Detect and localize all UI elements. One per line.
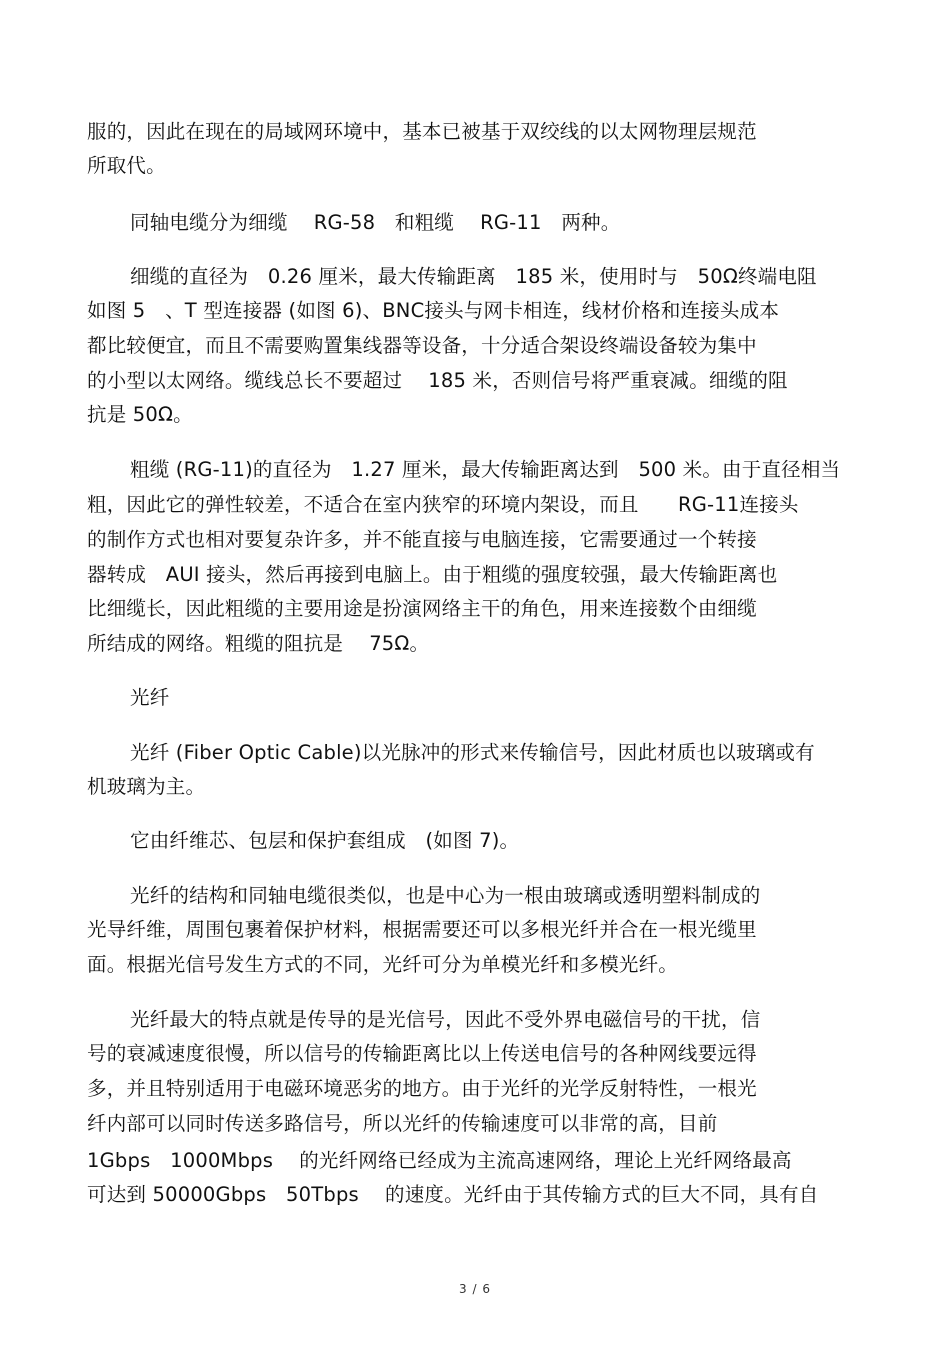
text-line: 所取代。 [87, 154, 166, 177]
page-number: 3 / 6 [459, 1282, 491, 1296]
text-line: 都比较便宜，而且不需要购置集线器等设备，十分适合架设终端设备较为集中 [87, 334, 757, 357]
text-line: 面。根据光信号发生方式的不同，光纤可分为单模光纤和多模光纤。 [87, 953, 679, 976]
text-line: 同轴电缆分为细缆 RG-58 和粗缆 RG-11 两种。 [130, 211, 621, 234]
text-line: 它由纤维芯、包层和保护套组成 (如图 7)。 [130, 829, 520, 852]
text-line: 光纤的结构和同轴电缆很类似，也是中心为一根由玻璃或透明塑料制成的 [130, 884, 761, 907]
text-line: 可达到 50000Gbps 50Tbps 的速度。光纤由于其传输方式的巨大不同，具有自 [87, 1183, 819, 1206]
text-line: 光纤 (Fiber Optic Cable)以光脉冲的形式来传输信号，因此材质也以玻璃或有 [130, 741, 815, 764]
text-line: 抗是 50Ω。 [87, 403, 193, 426]
text-line: 纤内部可以同时传送多路信号，所以光纤的传输速度可以非常的高，目前 [87, 1112, 718, 1135]
text-line: 光导纤维，周围包裹着保护材料，根据需要还可以多根光纤并合在一根光缆里 [87, 918, 757, 941]
text-line: 机玻璃为主。 [87, 775, 206, 798]
text-line: 1Gbps 1000Mbps 的光纤网络已经成为主流高速网络，理论上光纤网络最高 [87, 1149, 792, 1172]
text-line: 的制作方式也相对要复杂许多，并不能直接与电脑连接，它需要通过一个转接 [87, 528, 757, 551]
text-line: 号的衰减速度很慢，所以信号的传输距离比以上传送电信号的各种网线要远得 [87, 1042, 757, 1065]
section-heading: 光纤 [130, 686, 170, 709]
text-line: 多，并且特别适用于电磁环境恶劣的地方。由于光纤的光学反射特性，一根光 [87, 1077, 757, 1100]
text-line: 服的，因此在现在的局域网环境中，基本已被基于双绞线的以太网物理层规范 [87, 120, 757, 143]
text-line: 细缆的直径为 0.26 厘米，最大传输距离 185 米，使用时与 50Ω终端电阻 [130, 265, 817, 288]
text-line: 比细缆长，因此粗缆的主要用途是扮演网络主干的角色，用来连接数个由细缆 [87, 597, 757, 620]
text-line: 所结成的网络。粗缆的阻抗是 75Ω。 [87, 632, 430, 655]
text-line: 光纤最大的特点就是传导的是光信号，因此不受外界电磁信号的干扰，信 [130, 1008, 761, 1031]
text-line: 器转成 AUI 接头，然后再接到电脑上。由于粗缆的强度较强，最大传输距离也 [87, 563, 778, 586]
text-line: 粗缆 (RG-11)的直径为 1.27 厘米，最大传输距离达到 500 米。由于直径相当 [130, 458, 841, 481]
text-line: 粗，因此它的弹性较差，不适合在室内狭窄的环境内架设，而且 RG-11连接头 [87, 493, 799, 516]
text-line: 的小型以太网络。缆线总长不要超过 185 米，否则信号将严重衰减。细缆的阻 [87, 369, 788, 392]
text-line: 如图 5 、T 型连接器 (如图 6)、BNC接头与网卡相连，线材价格和连接头成本 [87, 299, 780, 322]
